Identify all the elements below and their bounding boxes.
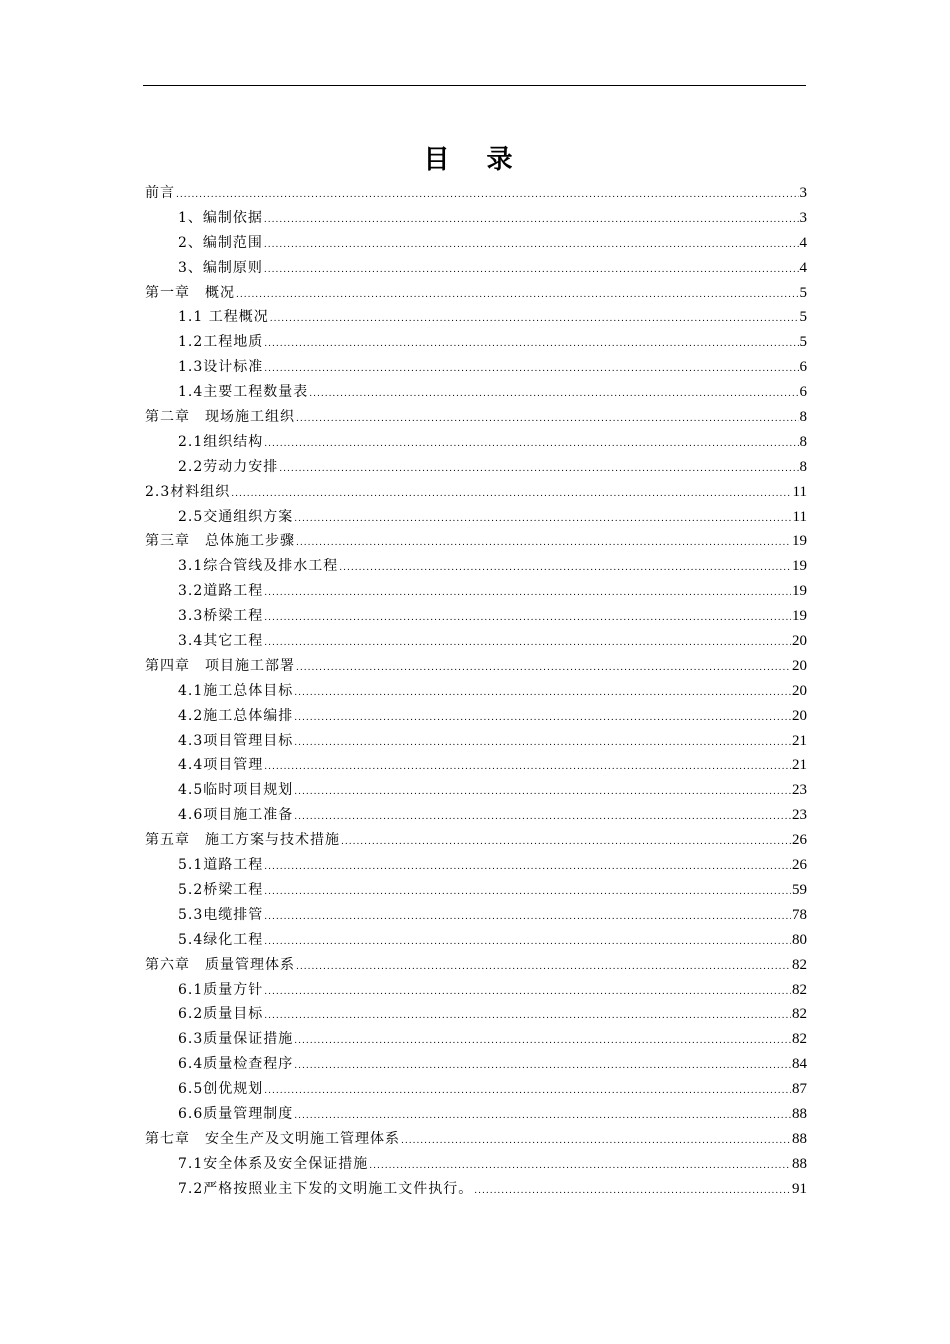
toc-entry-page: 20	[792, 633, 807, 650]
toc-entry[interactable]	[145, 405, 807, 430]
toc-entry-label: 2.1组织结构	[178, 433, 264, 450]
toc-entry-label: 第七章 安全生产及文明施工管理体系	[145, 1130, 400, 1147]
toc-entry-label: 3.3桥梁工程	[178, 608, 264, 625]
toc-dot-leader	[231, 482, 791, 507]
toc-entry[interactable]	[145, 828, 807, 853]
toc-dot-leader	[294, 731, 791, 756]
toc-entry-page: 88	[792, 1130, 807, 1147]
toc-dot-leader	[401, 1129, 791, 1154]
toc-entry[interactable]	[145, 803, 807, 828]
toc-entry[interactable]	[145, 853, 807, 878]
toc-entry-page: 84	[792, 1056, 807, 1073]
toc-entry-page: 3	[799, 209, 807, 226]
toc-entry[interactable]	[145, 455, 807, 480]
toc-entry-label: 5.2桥梁工程	[178, 881, 264, 898]
toc-entry[interactable]	[145, 679, 807, 704]
toc-entry[interactable]	[145, 654, 807, 679]
toc-entry-page: 88	[792, 1105, 807, 1122]
toc-entry-label: 6.2质量目标	[178, 1006, 264, 1023]
toc-entry[interactable]	[145, 430, 807, 455]
toc-dot-leader	[270, 307, 799, 332]
toc-entry-page: 5	[799, 334, 807, 351]
toc-entry-page: 6	[799, 384, 807, 401]
toc-entry-label: 3.4其它工程	[178, 633, 264, 650]
toc-entry-label: 4.2施工总体编排	[178, 707, 294, 724]
toc-entry[interactable]	[145, 729, 807, 754]
toc-entry-page: 21	[792, 732, 807, 749]
toc-dot-leader	[341, 830, 791, 855]
toc-dot-leader	[294, 706, 791, 731]
toc-entry-page: 19	[792, 608, 807, 625]
toc-entry[interactable]	[145, 604, 807, 629]
toc-entry-page: 20	[792, 657, 807, 674]
toc-entry[interactable]	[145, 355, 807, 380]
toc-entry-page: 88	[792, 1155, 807, 1172]
toc-entry-label: 2.3材料组织	[145, 483, 231, 500]
toc-entry[interactable]	[145, 305, 807, 330]
toc-entry-page: 19	[792, 533, 807, 550]
toc-entry-label: 4.4项目管理	[178, 757, 264, 774]
toc-dot-leader	[294, 1054, 791, 1079]
toc-dot-leader	[264, 1079, 791, 1104]
toc-entry[interactable]	[145, 978, 807, 1003]
toc-dot-leader	[294, 507, 791, 532]
toc-entry-label: 2、编制范围	[178, 234, 263, 251]
toc-entry-page: 82	[792, 981, 807, 998]
toc-entry[interactable]	[145, 206, 807, 231]
toc-entry-label: 5.4绿化工程	[178, 931, 264, 948]
toc-entry-page: 26	[792, 832, 807, 849]
toc-entry[interactable]	[145, 629, 807, 654]
toc-entry[interactable]	[145, 928, 807, 953]
table-of-contents	[145, 181, 807, 1202]
toc-entry-page: 80	[792, 931, 807, 948]
toc-entry-label: 2.2劳动力安排	[178, 458, 279, 475]
toc-dot-leader	[264, 606, 791, 631]
toc-entry[interactable]	[145, 903, 807, 928]
toc-dot-leader	[264, 581, 791, 606]
toc-entry-label: 前言	[145, 185, 175, 201]
toc-entry-label: 4.1施工总体目标	[178, 682, 294, 699]
toc-entry-page: 23	[792, 782, 807, 799]
toc-entry[interactable]	[145, 1027, 807, 1052]
toc-entry[interactable]	[145, 505, 807, 530]
toc-entry-label: 1、编制依据	[178, 209, 263, 226]
toc-dot-leader	[264, 233, 799, 258]
toc-entry-label: 6.3质量保证措施	[178, 1031, 294, 1048]
toc-entry[interactable]	[145, 554, 807, 579]
toc-entry-page: 59	[792, 881, 807, 898]
toc-dot-leader	[279, 457, 798, 482]
toc-entry[interactable]	[145, 704, 807, 729]
toc-entry-label: 7.1安全体系及安全保证措施	[178, 1155, 369, 1172]
toc-dot-leader	[264, 930, 791, 955]
toc-dot-leader	[296, 531, 791, 556]
toc-entry[interactable]	[145, 480, 807, 505]
toc-entry-label: 6.4质量检查程序	[178, 1056, 294, 1073]
toc-entry-page: 19	[792, 558, 807, 575]
toc-entry-label: 第一章 概况	[145, 284, 235, 301]
toc-dot-leader	[339, 556, 791, 581]
toc-entry-label: 第三章 总体施工步骤	[145, 533, 295, 550]
toc-entry-label: 第二章 现场施工组织	[145, 409, 295, 426]
toc-entry-page: 4	[799, 234, 807, 251]
toc-dot-leader	[264, 631, 791, 656]
toc-entry-label: 1.4主要工程数量表	[178, 384, 309, 401]
toc-entry[interactable]	[145, 1152, 807, 1177]
toc-dot-leader	[264, 432, 798, 457]
toc-entry-label: 6.1质量方针	[178, 981, 264, 998]
toc-entry-page: 20	[792, 707, 807, 724]
toc-entry-page: 4	[799, 259, 807, 276]
toc-dot-leader	[296, 955, 791, 980]
toc-entry-label: 5.3电缆排管	[178, 906, 264, 923]
toc-dot-leader	[294, 1104, 791, 1129]
toc-entry[interactable]	[145, 231, 807, 256]
toc-entry[interactable]	[145, 1177, 807, 1202]
toc-entry[interactable]	[145, 380, 807, 405]
toc-entry-label: 3.1综合管线及排水工程	[178, 558, 339, 575]
toc-entry-label: 3.2道路工程	[178, 583, 264, 600]
toc-entry[interactable]	[145, 1077, 807, 1102]
toc-entry-page: 21	[792, 757, 807, 774]
toc-entry-label: 第四章 项目施工部署	[145, 657, 295, 674]
toc-entry[interactable]	[145, 1002, 807, 1027]
toc-entry-page: 82	[792, 1031, 807, 1048]
toc-entry[interactable]	[145, 878, 807, 903]
toc-dot-leader	[264, 755, 791, 780]
toc-dot-leader	[296, 407, 799, 432]
toc-entry-page: 3	[799, 185, 807, 201]
toc-entry-label: 第六章 质量管理体系	[145, 956, 295, 973]
toc-entry[interactable]	[145, 1052, 807, 1077]
toc-dot-leader	[294, 780, 791, 805]
toc-entry-label: 6.5创优规划	[178, 1081, 264, 1098]
toc-dot-leader	[176, 183, 799, 208]
toc-entry[interactable]	[145, 330, 807, 355]
page-title: 目 录	[423, 145, 527, 175]
toc-entry-page: 78	[792, 906, 807, 923]
toc-entry-page: 11	[792, 508, 807, 525]
toc-dot-leader	[294, 805, 791, 830]
toc-dot-leader	[309, 382, 798, 407]
toc-entry[interactable]	[145, 753, 807, 778]
toc-entry-page: 82	[792, 1006, 807, 1023]
toc-entry-label: 5.1道路工程	[178, 857, 264, 874]
toc-dot-leader	[264, 208, 799, 233]
toc-entry[interactable]	[145, 256, 807, 281]
toc-entry[interactable]	[145, 529, 807, 554]
toc-dot-leader	[264, 1004, 791, 1029]
toc-entry-page: 11	[792, 483, 807, 500]
toc-entry-page: 6	[799, 359, 807, 376]
toc-dot-leader	[264, 855, 791, 880]
toc-dot-leader	[264, 880, 791, 905]
toc-entry-page: 8	[799, 433, 807, 450]
toc-entry-label: 4.3项目管理目标	[178, 732, 294, 749]
toc-entry-page: 91	[792, 1180, 807, 1197]
toc-entry-page: 26	[792, 857, 807, 874]
toc-dot-leader	[264, 357, 798, 382]
toc-entry-page: 82	[792, 956, 807, 973]
toc-entry-label: 2.5交通组织方案	[178, 508, 294, 525]
toc-entry-page: 20	[792, 682, 807, 699]
toc-entry-label: 3、编制原则	[178, 259, 263, 276]
toc-entry[interactable]	[145, 579, 807, 604]
toc-entry-page: 8	[799, 409, 807, 426]
toc-entry[interactable]	[145, 181, 807, 206]
toc-entry-page: 19	[792, 583, 807, 600]
toc-entry[interactable]	[145, 1127, 807, 1152]
toc-entry-label: 1.1 工程概况	[178, 309, 269, 326]
toc-entry[interactable]	[145, 953, 807, 978]
toc-entry-page: 23	[792, 807, 807, 824]
toc-entry-page: 87	[792, 1081, 807, 1098]
toc-dot-leader	[294, 681, 791, 706]
toc-entry-page: 8	[799, 458, 807, 475]
toc-entry-page: 5	[799, 309, 807, 326]
toc-entry[interactable]	[145, 778, 807, 803]
toc-dot-leader	[264, 980, 791, 1005]
toc-entry[interactable]	[145, 1102, 807, 1127]
toc-entry-label: 7.2严格按照业主下发的文明施工文件执行。	[178, 1180, 474, 1197]
toc-dot-leader	[264, 905, 791, 930]
toc-dot-leader	[236, 283, 799, 308]
toc-entry[interactable]	[145, 281, 807, 306]
toc-dot-leader	[264, 332, 798, 357]
toc-dot-leader	[369, 1154, 791, 1179]
toc-dot-leader	[264, 258, 799, 283]
toc-entry-label: 4.5临时项目规划	[178, 782, 294, 799]
toc-entry-label: 1.3设计标准	[178, 359, 264, 376]
toc-entry-label: 6.6质量管理制度	[178, 1105, 294, 1122]
header-rule	[143, 85, 806, 86]
toc-dot-leader	[474, 1179, 791, 1204]
toc-entry-label: 1.2工程地质	[178, 334, 264, 351]
toc-entry-label: 4.6项目施工准备	[178, 807, 294, 824]
toc-dot-leader	[294, 1029, 791, 1054]
toc-entry-page: 5	[799, 284, 807, 301]
toc-dot-leader	[296, 656, 791, 681]
toc-entry-label: 第五章 施工方案与技术措施	[145, 832, 340, 849]
